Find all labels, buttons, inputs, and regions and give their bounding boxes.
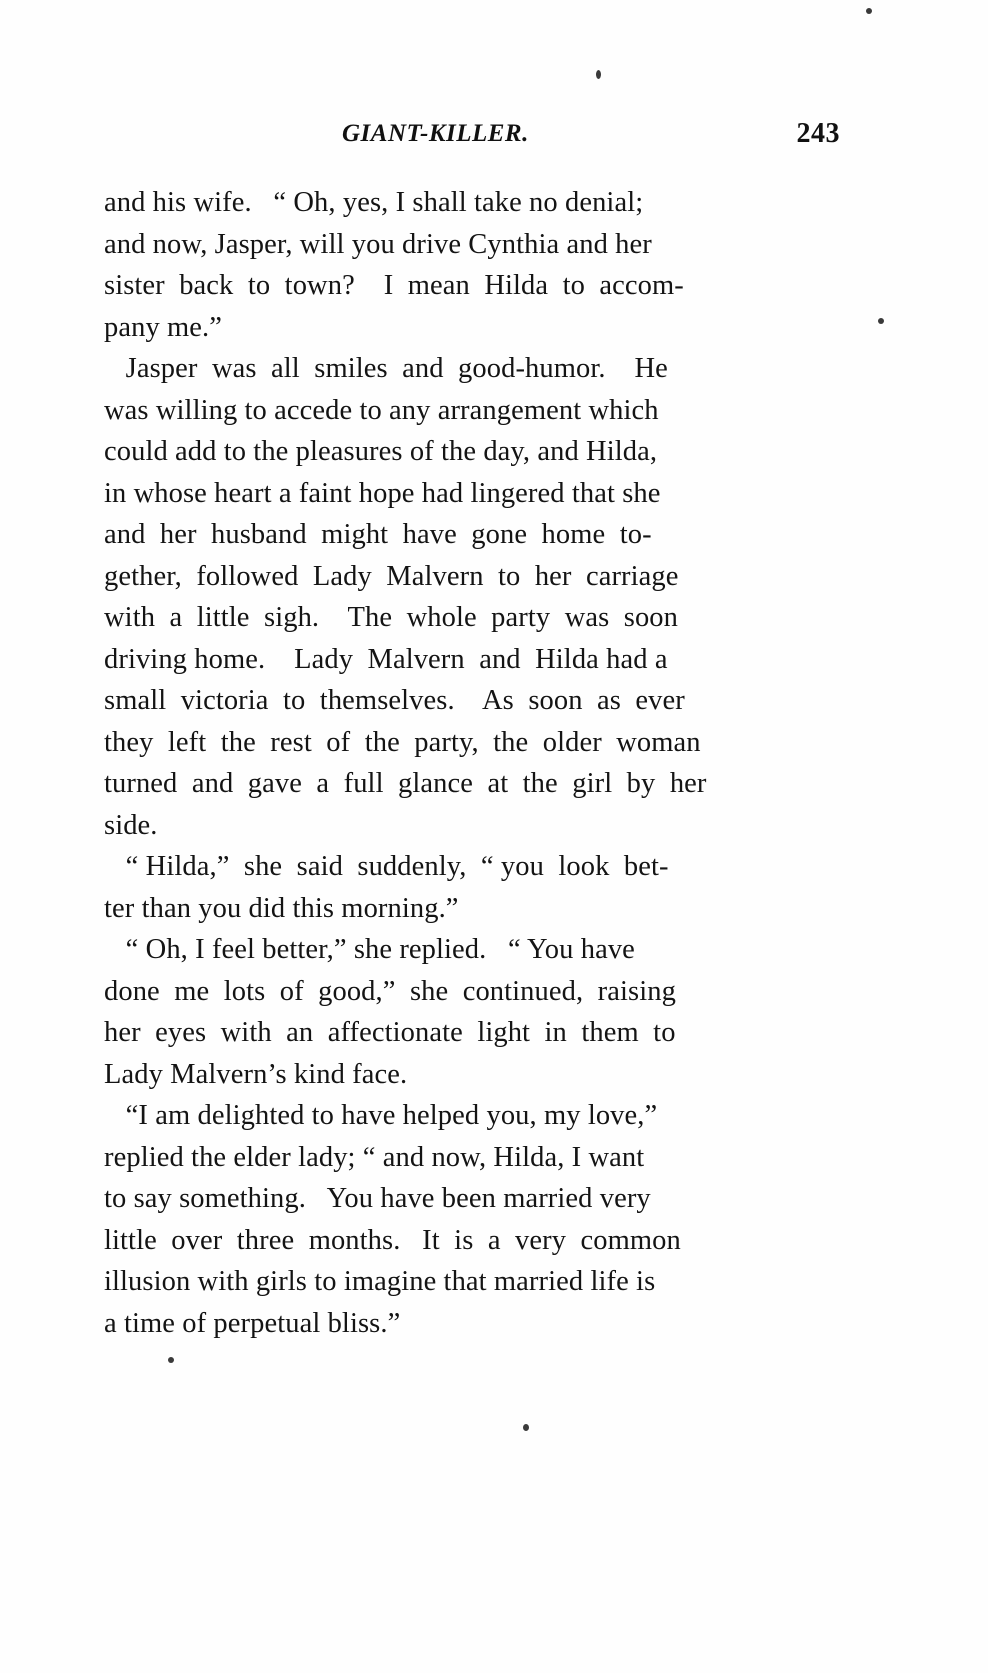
text-line: a time of perpetual bliss.” [104, 1307, 401, 1339]
text-line: they left the rest of the party, the older woman [104, 726, 701, 758]
text-line: replied the elder lady; “ and now, Hilda, I want [104, 1141, 645, 1173]
text-line: to say something. You have been married very [104, 1183, 651, 1214]
text-line: illusion with girls to imagine that married life is [104, 1266, 656, 1297]
text-line: little over three months. It is a very common [104, 1224, 681, 1256]
ink-speck [168, 1357, 174, 1363]
text-line: driving home. Lady Malvern and Hilda had a [104, 643, 668, 675]
ink-speck [866, 8, 872, 14]
text-line: in whose heart a faint hope had lingered that she [104, 477, 661, 509]
text-line: with a little sigh. The whole party was soon [104, 602, 679, 633]
ink-speck [523, 1424, 529, 1431]
text-line: and her husband might have gone home to- [104, 519, 652, 550]
text-line: sister back to town? I mean Hilda to accom- [104, 270, 684, 301]
text-line: gether, followed Lady Malvern to her carriage [104, 560, 679, 592]
text-line: “ Hilda,” she said suddenly, “ you look bet- [104, 851, 669, 882]
ink-speck [596, 70, 601, 79]
text-line: “ Oh, I feel better,” she replied. “ You have [104, 934, 635, 965]
text-line: “I am delighted to have helped you, my love,” [104, 1100, 658, 1131]
text-line: Jasper was all smiles and good-humor. He [104, 353, 668, 384]
text-line: and now, Jasper, will you drive Cynthia and her [104, 228, 652, 260]
ink-speck [878, 318, 884, 324]
body-text [104, 182, 834, 1344]
page-number: 243 [796, 118, 840, 149]
text-line: turned and gave a full glance at the girl by her [104, 768, 707, 799]
running-title: GIANT-KILLER. [342, 120, 529, 147]
text-line: her eyes with an affectionate light in them to [104, 1017, 676, 1048]
text-line: could add to the pleasures of the day, and Hilda, [104, 436, 658, 467]
text-line: done me lots of good,” she continued, raising [104, 975, 676, 1007]
text-line: side. [104, 809, 158, 841]
page-header [100, 120, 840, 160]
text-line: Lady Malvern’s kind face. [104, 1058, 408, 1090]
text-line: ter than you did this morning.” [104, 892, 459, 924]
text-line: pany me.” [104, 311, 223, 343]
text-line: small victoria to themselves. As soon as ever [104, 685, 685, 716]
text-line: and his wife. “ Oh, yes, I shall take no denial; [104, 187, 644, 218]
text-line: was willing to accede to any arrangement which [104, 394, 659, 426]
